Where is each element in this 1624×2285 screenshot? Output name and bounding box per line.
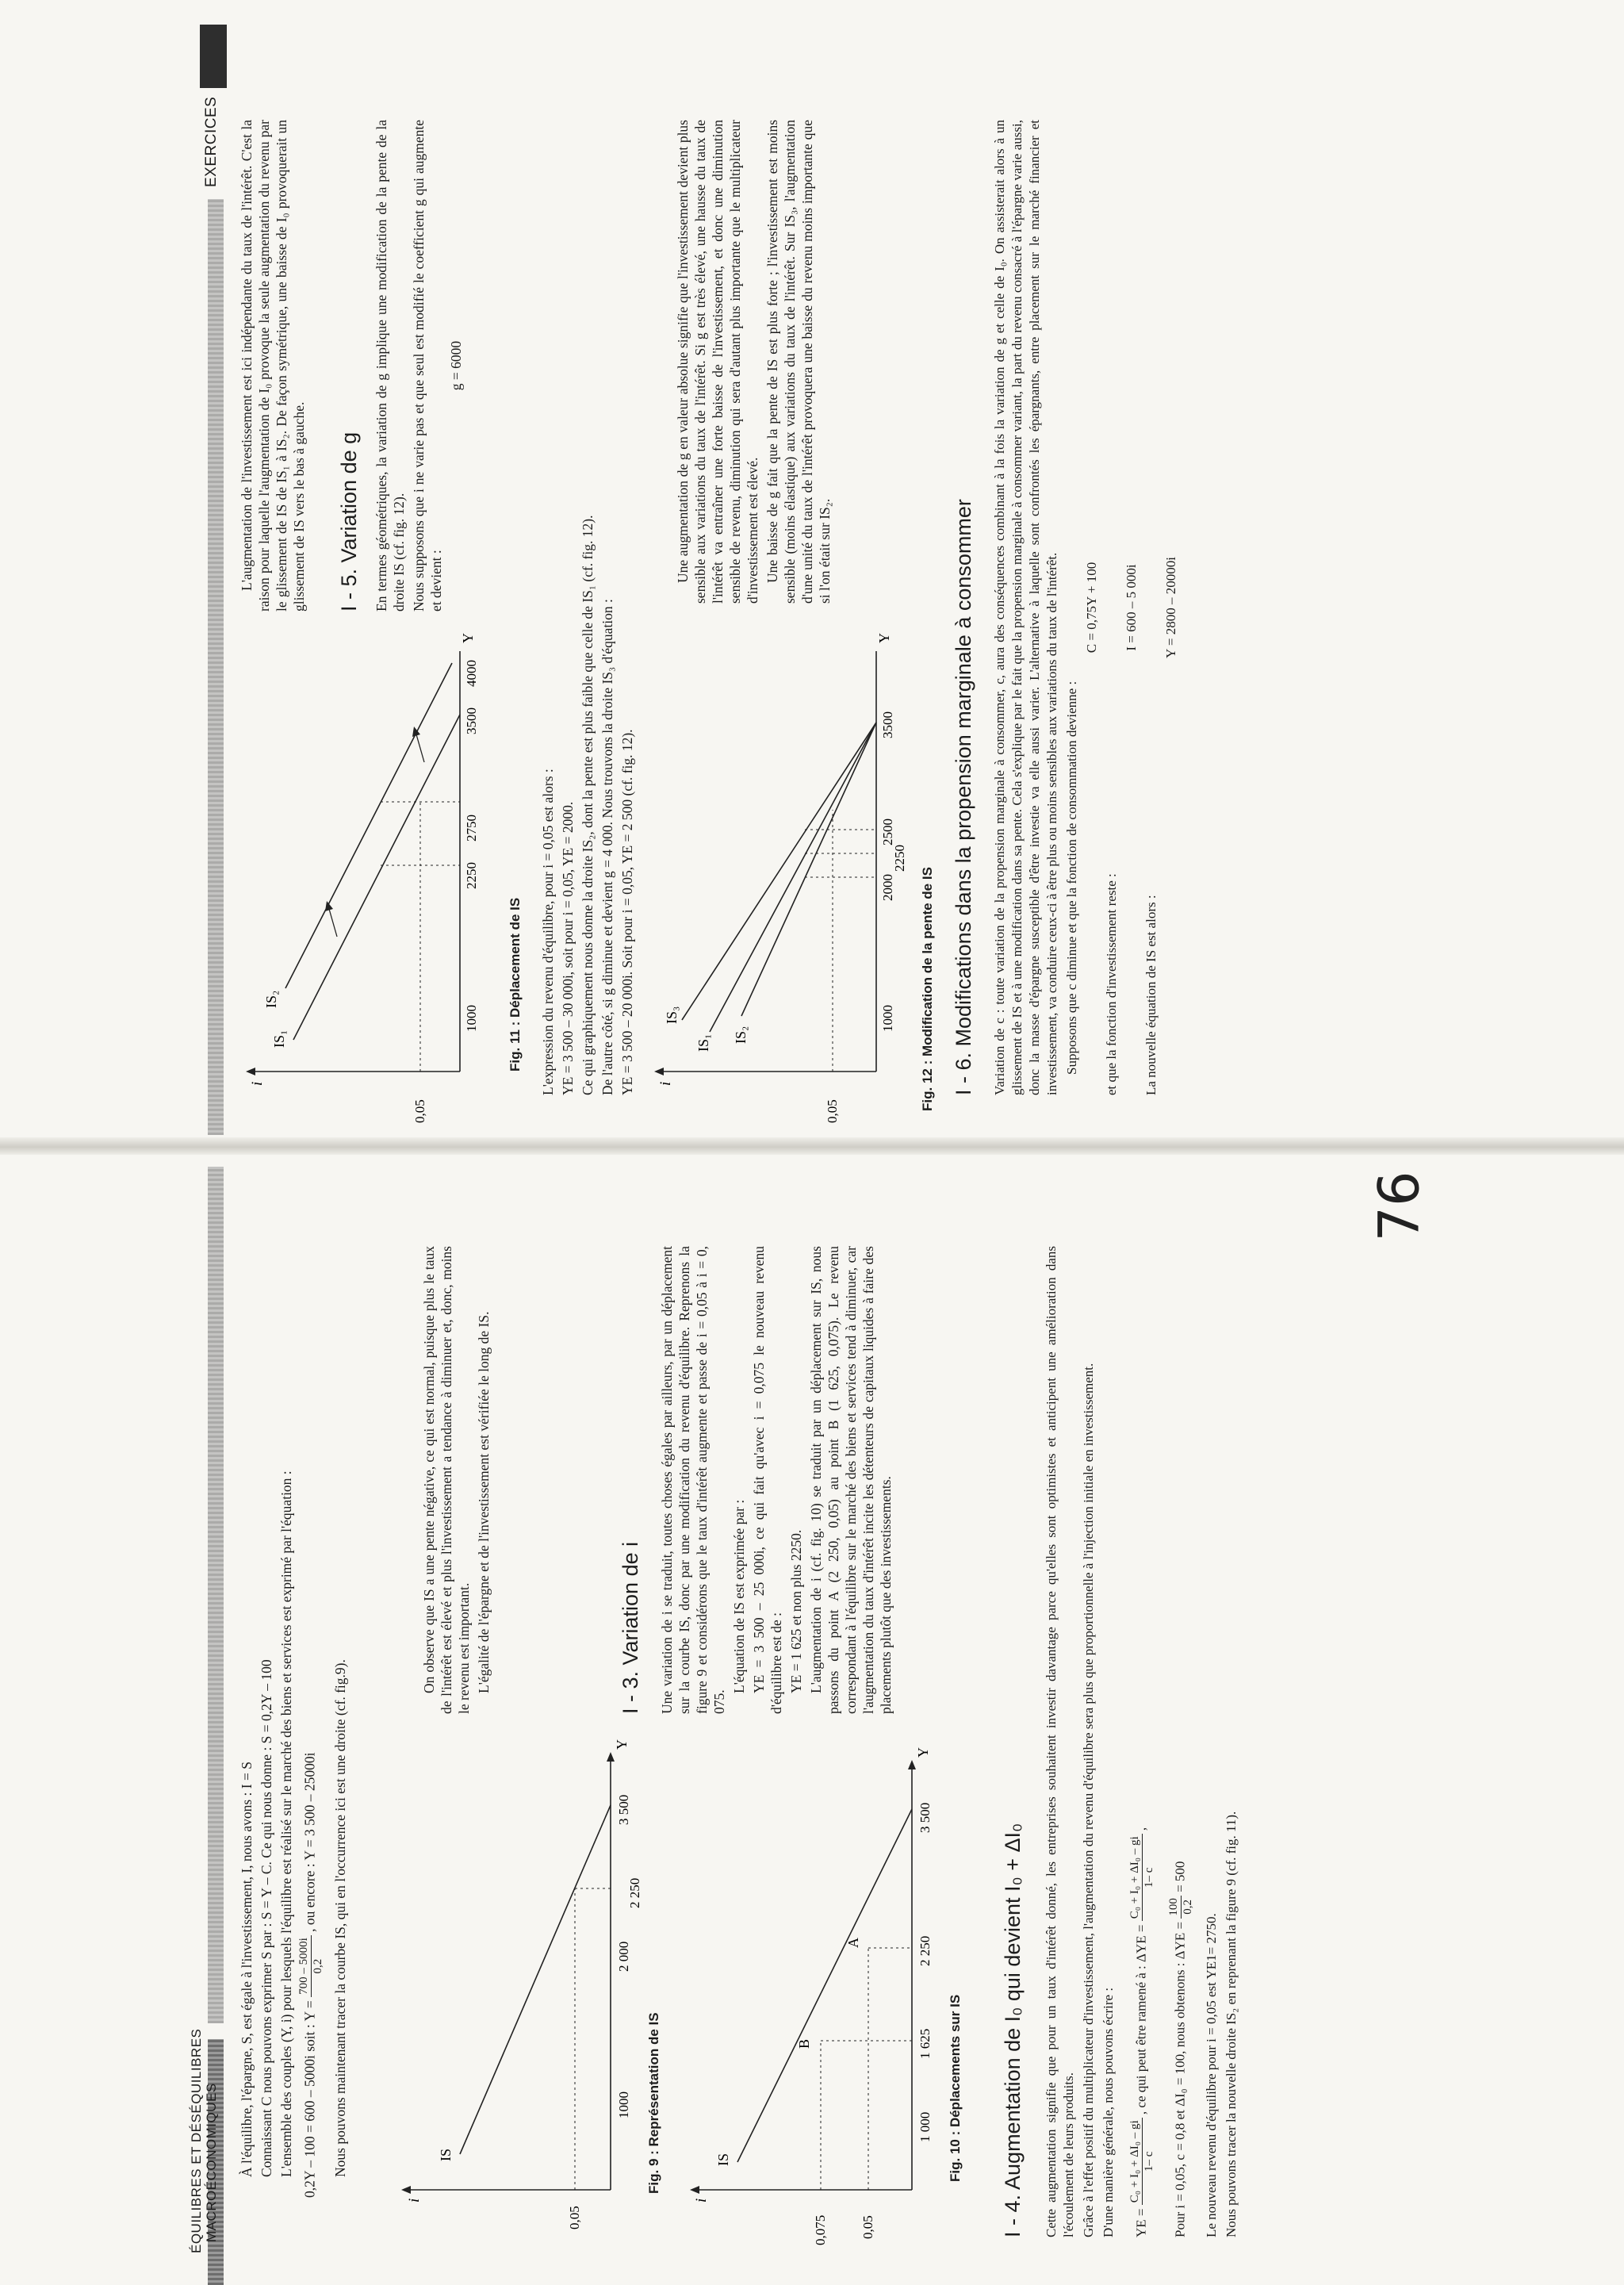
s14-equation-2: Pour i = 0,05, c = 0,8 et ΔI₀ = 100, nous obtenons : ΔYE = 100 0,2 = 500 bbox=[1167, 1861, 1194, 2237]
fig11-shift-arrow-2 bbox=[416, 734, 424, 762]
fig12-is3-line bbox=[682, 723, 876, 1020]
fig10-point-a: A bbox=[845, 1938, 861, 1948]
s16-eq3: Y = 2800 – 20000i bbox=[1163, 557, 1178, 658]
fig10-y-label: i bbox=[693, 2198, 710, 2203]
intro-line-2: Connaissant C nous pouvons exprimer S par : S = Y – C. Ce qui nous donne : S = 0,2Y – 100 bbox=[259, 1659, 274, 2177]
s13-p3: YE = 3 500 – 25 000i, ce qui fait qu'avec i = 0,075 le nouveau revenu d'équilibre est de : bbox=[751, 1246, 784, 1714]
eq1-fraction-1: C₀ + I₀ + ΔI₀ – gi 1– c bbox=[1128, 2118, 1156, 2205]
fig10-x-arrow bbox=[908, 1760, 916, 1769]
section-1-6-title: I - 6. Modifications dans la propension marginale à consommer bbox=[952, 499, 975, 1095]
fig11-y-label: i bbox=[249, 1081, 266, 1086]
fig12-comment-1: Une augmentation de g en valeur absolue signifie que l'investissement devient plus sensible aux variations du taux de l'intérêt. Si g est très élevé, une hausse du taux de l'intérêt va entraîner une forte baisse de l'investissement, et donc une diminution sensible de revenu, diminution qui sera d'autant plus importante que le multiplicateur d'investissement est élevé. bbox=[675, 120, 760, 604]
s14-p3: D'une manière générale, nous pouvons écrire : bbox=[1101, 1987, 1116, 2237]
fig11-xtick-3: 2750 bbox=[464, 815, 479, 842]
fig11-ytick: 0,05 bbox=[412, 1099, 427, 1123]
fig11-xtick-2: 2250 bbox=[464, 862, 479, 889]
fig9-xtick-3: 2 250 bbox=[627, 1877, 642, 1908]
s14-end-2: Nous pouvons tracer la nouvelle droite IS₂ en reprenant la figure 9 (cf. fig. 11). bbox=[1224, 1811, 1239, 2237]
running-header-right: EXERCICES bbox=[203, 96, 220, 187]
fig12-is2-label: IS₂ bbox=[733, 1026, 749, 1044]
intro-line-4: Nous pouvons maintenant tracer la courbe IS, qui en l'occurrence ici est une droite (cf. fig.9). bbox=[332, 1659, 348, 2177]
fig10-ytick-2: 0,05 bbox=[860, 2215, 875, 2239]
intro-text bbox=[238, 1246, 351, 2198]
fig12-xtick-3: 2250 bbox=[892, 845, 907, 872]
s13-p4: YE = 1 625 et non plus 2250. bbox=[788, 1529, 804, 1693]
fig9-y-arrow bbox=[401, 2186, 411, 2194]
s16-p3: et que la fonction d'investissement reste : bbox=[1104, 873, 1119, 1095]
fig9-ytick: 0,05 bbox=[567, 2206, 582, 2229]
mid-p5: YE = 3 500 – 20 000i. Soit pour i = 0,05, YE = 2 500 (cf. fig. 12). bbox=[619, 729, 635, 1095]
header-line-1: ÉQUILIBRES ET DÉSÉQUILIBRES bbox=[189, 2028, 204, 2253]
fig10-caption: Fig. 10 : Déplacements sur IS bbox=[948, 1994, 963, 2182]
fig11-xtick-5: 4000 bbox=[464, 660, 479, 687]
fig9-xtick-2: 2 000 bbox=[616, 1941, 631, 1972]
fig10-y-arrow bbox=[690, 2186, 699, 2194]
mid-p2: YE = 3 500 – 30 000i, soit pour i = 0,05, YE = 2000. bbox=[560, 801, 576, 1095]
fig9-xtick-1: 1000 bbox=[616, 2091, 631, 2118]
fig11-chart bbox=[238, 619, 500, 1127]
fig9-comment-1: On observe que IS a une pente négative, ce qui est normal, puisque plus le taux de l'intérêt est élevé et plus l'investissement a tendance à diminuer et, donc, moins le revenu est important. bbox=[421, 1246, 472, 1714]
s14-end-1: Le nouveau revenu d'équilibre pour i = 0,05 est YE1= 2750. bbox=[1204, 1913, 1219, 2237]
fig9-x-label: Y bbox=[614, 1739, 630, 1750]
header-rule-right bbox=[208, 199, 224, 1135]
header-line-2: MACROÉCONOMIQUES bbox=[204, 2083, 219, 2242]
fig11-is1-line bbox=[293, 715, 460, 1040]
running-header-left bbox=[189, 2029, 219, 2253]
s16-eq1: C = 0,75Y + 100 bbox=[1084, 562, 1099, 654]
section-1-3-text bbox=[658, 1246, 897, 1714]
intro-line-3: L'ensemble des couples (Y, i) pour lesquels l'équilibre est réalisé sur le marché des biens et services est exprimé par l'équation : bbox=[278, 1470, 294, 2177]
right-top-paragraph: L'augmentation de l'investissement est ici indépendante du taux de l'intérêt. C'est la raison pour laquelle l'augmentation de I₀ provoque la seule augmentation du revenu par le glissement de IS de IS₁ à IS₂. De façon symétrique, une baisse de I₀ provoquerait un glissement de IS vers le bas à gauche. bbox=[239, 120, 307, 612]
fig11-is1-label: IS₁ bbox=[271, 1029, 287, 1048]
fig11-xtick-1: 1000 bbox=[464, 1005, 479, 1032]
fig9-xtick-4: 3 500 bbox=[616, 1794, 631, 1825]
section-1-5-text bbox=[373, 120, 467, 612]
fig12-x-label: Y bbox=[876, 633, 892, 643]
fig10-is-line bbox=[737, 1809, 912, 2162]
s15-p2: Nous supposons que i ne varie pas et que seul est modifié le coefficient g qui augmente et devient : bbox=[411, 120, 444, 612]
fig12-y-arrow bbox=[654, 1068, 664, 1075]
fig12-commentary bbox=[674, 120, 836, 604]
eq1-fraction-2: C₀ + I₀ + ΔI₀ – gi 1– c bbox=[1128, 1834, 1156, 1921]
s14-p1: Cette augmentation signifie que pour un taux d'intérêt donné, les entreprises souhaitent investir davantage parce qu'elles sont optimistes et anticipent une amélioration dans l'écoulement de leurs produits. bbox=[1044, 1246, 1076, 2237]
fig10-xtick-1: 1 000 bbox=[917, 2111, 933, 2142]
s15-p1: En termes géométriques, la variation de g implique une modification de la pente de la droite IS (cf. fig. 12). bbox=[373, 120, 407, 612]
section-1-4-text bbox=[1043, 1246, 1243, 2237]
section-1-5-title: I - 5. Variation de g bbox=[337, 431, 361, 612]
fig10-point-b: B bbox=[796, 2038, 812, 2049]
fig11-is2-label: IS₂ bbox=[263, 990, 279, 1008]
mid-p3: Ce qui graphiquement nous donne la droite IS₂, dont la pente est plus faible que celle de IS₁ (cf. fig. 12). bbox=[580, 515, 596, 1095]
fig10-chart bbox=[682, 1730, 944, 2253]
fig9-x-arrow bbox=[607, 1752, 615, 1762]
fig12-xtick-2: 2000 bbox=[880, 874, 895, 901]
fig10-xtick-3: 2 250 bbox=[917, 1935, 933, 1966]
fig11-shift-arrow-1 bbox=[329, 909, 337, 937]
right-top-text bbox=[238, 120, 310, 612]
fig9-comment-2: L'égalité de l'épargne et de l'investissement est vérifiée le long de IS. bbox=[476, 1311, 492, 1693]
mid-p4: De l'autre côté, si g diminue et devient g = 4 000. Nous trouvons la droite IS₃ d'équation : bbox=[599, 599, 615, 1095]
fig9-chart bbox=[396, 1730, 642, 2237]
mid-p1: L'expression du revenu d'équilibre, pour i = 0,05 est alors : bbox=[540, 769, 556, 1095]
fig12-comment-2: Une baisse de g fait que la pente de IS est plus forte ; l'investissement est moins sensible (moins élastique) aux variations du taux de l'intérêt. Sur IS₃, l'augmentation d'une unité du taux de l'intérêt provoquera une baisse du revenu moins importante que si l'on était sur IS₂. bbox=[764, 120, 833, 604]
fig11-xtick-4: 3500 bbox=[464, 707, 479, 734]
s13-p5: L'augmentation de i (cf. fig. 10) se traduit par un déplacement sur IS, nous passons du point A (2 250, 0,05) au point B (1 625, 0,075). Le revenu correspondant à l'équilibre sur le marché des biens et services tend à diminuer, car l'augmentation du taux d'intérêt incite les détenteurs de capitaux liquides à faire des placements plutôt que des investissements. bbox=[808, 1246, 894, 1714]
fig9-is-label: IS bbox=[438, 2148, 454, 2161]
fig12-is3-label: IS₃ bbox=[664, 1006, 680, 1024]
intro-line-1: À l'équilibre, l'épargne, S, est égale à l'investissement, I, nous avons : I = S bbox=[239, 1762, 255, 2177]
fig10-xtick-4: 3 500 bbox=[917, 1802, 933, 1833]
fig12-is1-label: IS₁ bbox=[695, 1033, 711, 1052]
s13-p2: L'équation de IS est exprimée par : bbox=[731, 1499, 747, 1693]
left-page bbox=[0, 1143, 1624, 2285]
right-mid-text bbox=[539, 120, 638, 1095]
s16-p4: La nouvelle équation de IS est alors : bbox=[1143, 895, 1159, 1095]
fraction: 700 – 5000i 0,2 bbox=[297, 1935, 325, 1997]
s16-eq2: I = 600 – 5 000i bbox=[1124, 564, 1139, 651]
fig12-ytick: 0,05 bbox=[825, 1099, 840, 1123]
fig12-is2-line bbox=[741, 723, 876, 1016]
s13-p1: Une variation de i se traduit, toutes choses égales par ailleurs, par un déplacement sur la courbe IS, donc par une modification du revenu d'équilibre. Reprenons la figure 9 et considérons que le taux d'intérêt augmente et passe de i = 0,05 à i = 0, 075. bbox=[659, 1246, 727, 1714]
fig9-y-label: i bbox=[406, 2198, 423, 2203]
fig12-xtick-1: 1000 bbox=[880, 1005, 895, 1032]
section-1-4-title: I - 4. Augmentation de I₀ qui devient I₀ + ΔI₀ bbox=[1001, 1823, 1025, 2237]
fig11-is2-line bbox=[285, 663, 452, 988]
section-1-6-text bbox=[991, 120, 1182, 1095]
intro-equation: 0,2Y – 100 = 600 – 5000i soit : Y = 700 – 5000i 0,2 , ou encore : Y = 3 500 – 25000i bbox=[297, 1752, 324, 2198]
section-1-3-title: I - 3. Variation de i bbox=[619, 1541, 642, 1714]
fig11-y-arrow bbox=[246, 1068, 255, 1075]
fig10-xtick-2: 1 625 bbox=[917, 2028, 933, 2059]
fig10-x-label: Y bbox=[915, 1747, 931, 1758]
header-tab-right bbox=[200, 25, 227, 88]
fig9-caption: Fig. 9 : Représentation de IS bbox=[646, 2012, 661, 2194]
s16-p1: Variation de c : toute variation de la propension marginale à consommer, c, aura des conséquences combinant à la fois la variation de g et celle de I₀. On assisterait alors à un glissement de IS et à une modification dans sa pente. Cela s'explique par le fait que la propension marginale à consommer variant, la part du revenu consacré à l'épargne varie aussi, donc la masse d'épargne susceptible d'être investie va elle aussi varier. L'alternative à laquelle sont confrontés les épargnants, entre placement sur le marché financier et investissement, va conduire ceux-ci à être plus ou moins sensibles aux variations du taux de l'intérêt. bbox=[992, 120, 1059, 1095]
fig12-xtick-5: 3500 bbox=[880, 711, 895, 738]
fig12-y-label: i bbox=[657, 1081, 674, 1086]
fig11-x-label: Y bbox=[460, 633, 476, 643]
fig10-ytick-1: 0,075 bbox=[813, 2214, 828, 2245]
handwritten-page-number: 76 bbox=[1366, 1171, 1432, 1242]
header-rule-left bbox=[208, 1167, 224, 2023]
fig12-caption: Fig. 12 : Modification de la pente de IS bbox=[920, 867, 935, 1111]
s14-equation-1: YE = C₀ + I₀ + ΔI₀ – gi 1– c , ce qui peut être ramené à : ΔYE = C₀ + I₀ + ΔI₀ – gi 1– c , bbox=[1128, 1827, 1155, 2237]
fig12-xtick-4: 2500 bbox=[880, 819, 895, 845]
fig9-commentary bbox=[420, 1246, 495, 1714]
fig12-chart bbox=[646, 619, 916, 1127]
eq2-fraction: 100 0,2 bbox=[1167, 1896, 1195, 1919]
fig9-is-line bbox=[460, 1805, 611, 2154]
s14-p2: Grâce à l'effet positif du multiplicateur d'investissement, l'augmentation du revenu d'équilibre sera plus que proportionnelle à l'injection initiale en investissement. bbox=[1081, 1363, 1096, 2237]
s15-p3: g = 6000 bbox=[448, 340, 464, 391]
fig10-is-label: IS bbox=[715, 2153, 731, 2166]
fig11-caption: Fig. 11 : Déplacement de IS bbox=[508, 897, 523, 1072]
s16-p2: Supposons que c diminue et que la fonction de consommation devienne : bbox=[1064, 681, 1079, 1075]
